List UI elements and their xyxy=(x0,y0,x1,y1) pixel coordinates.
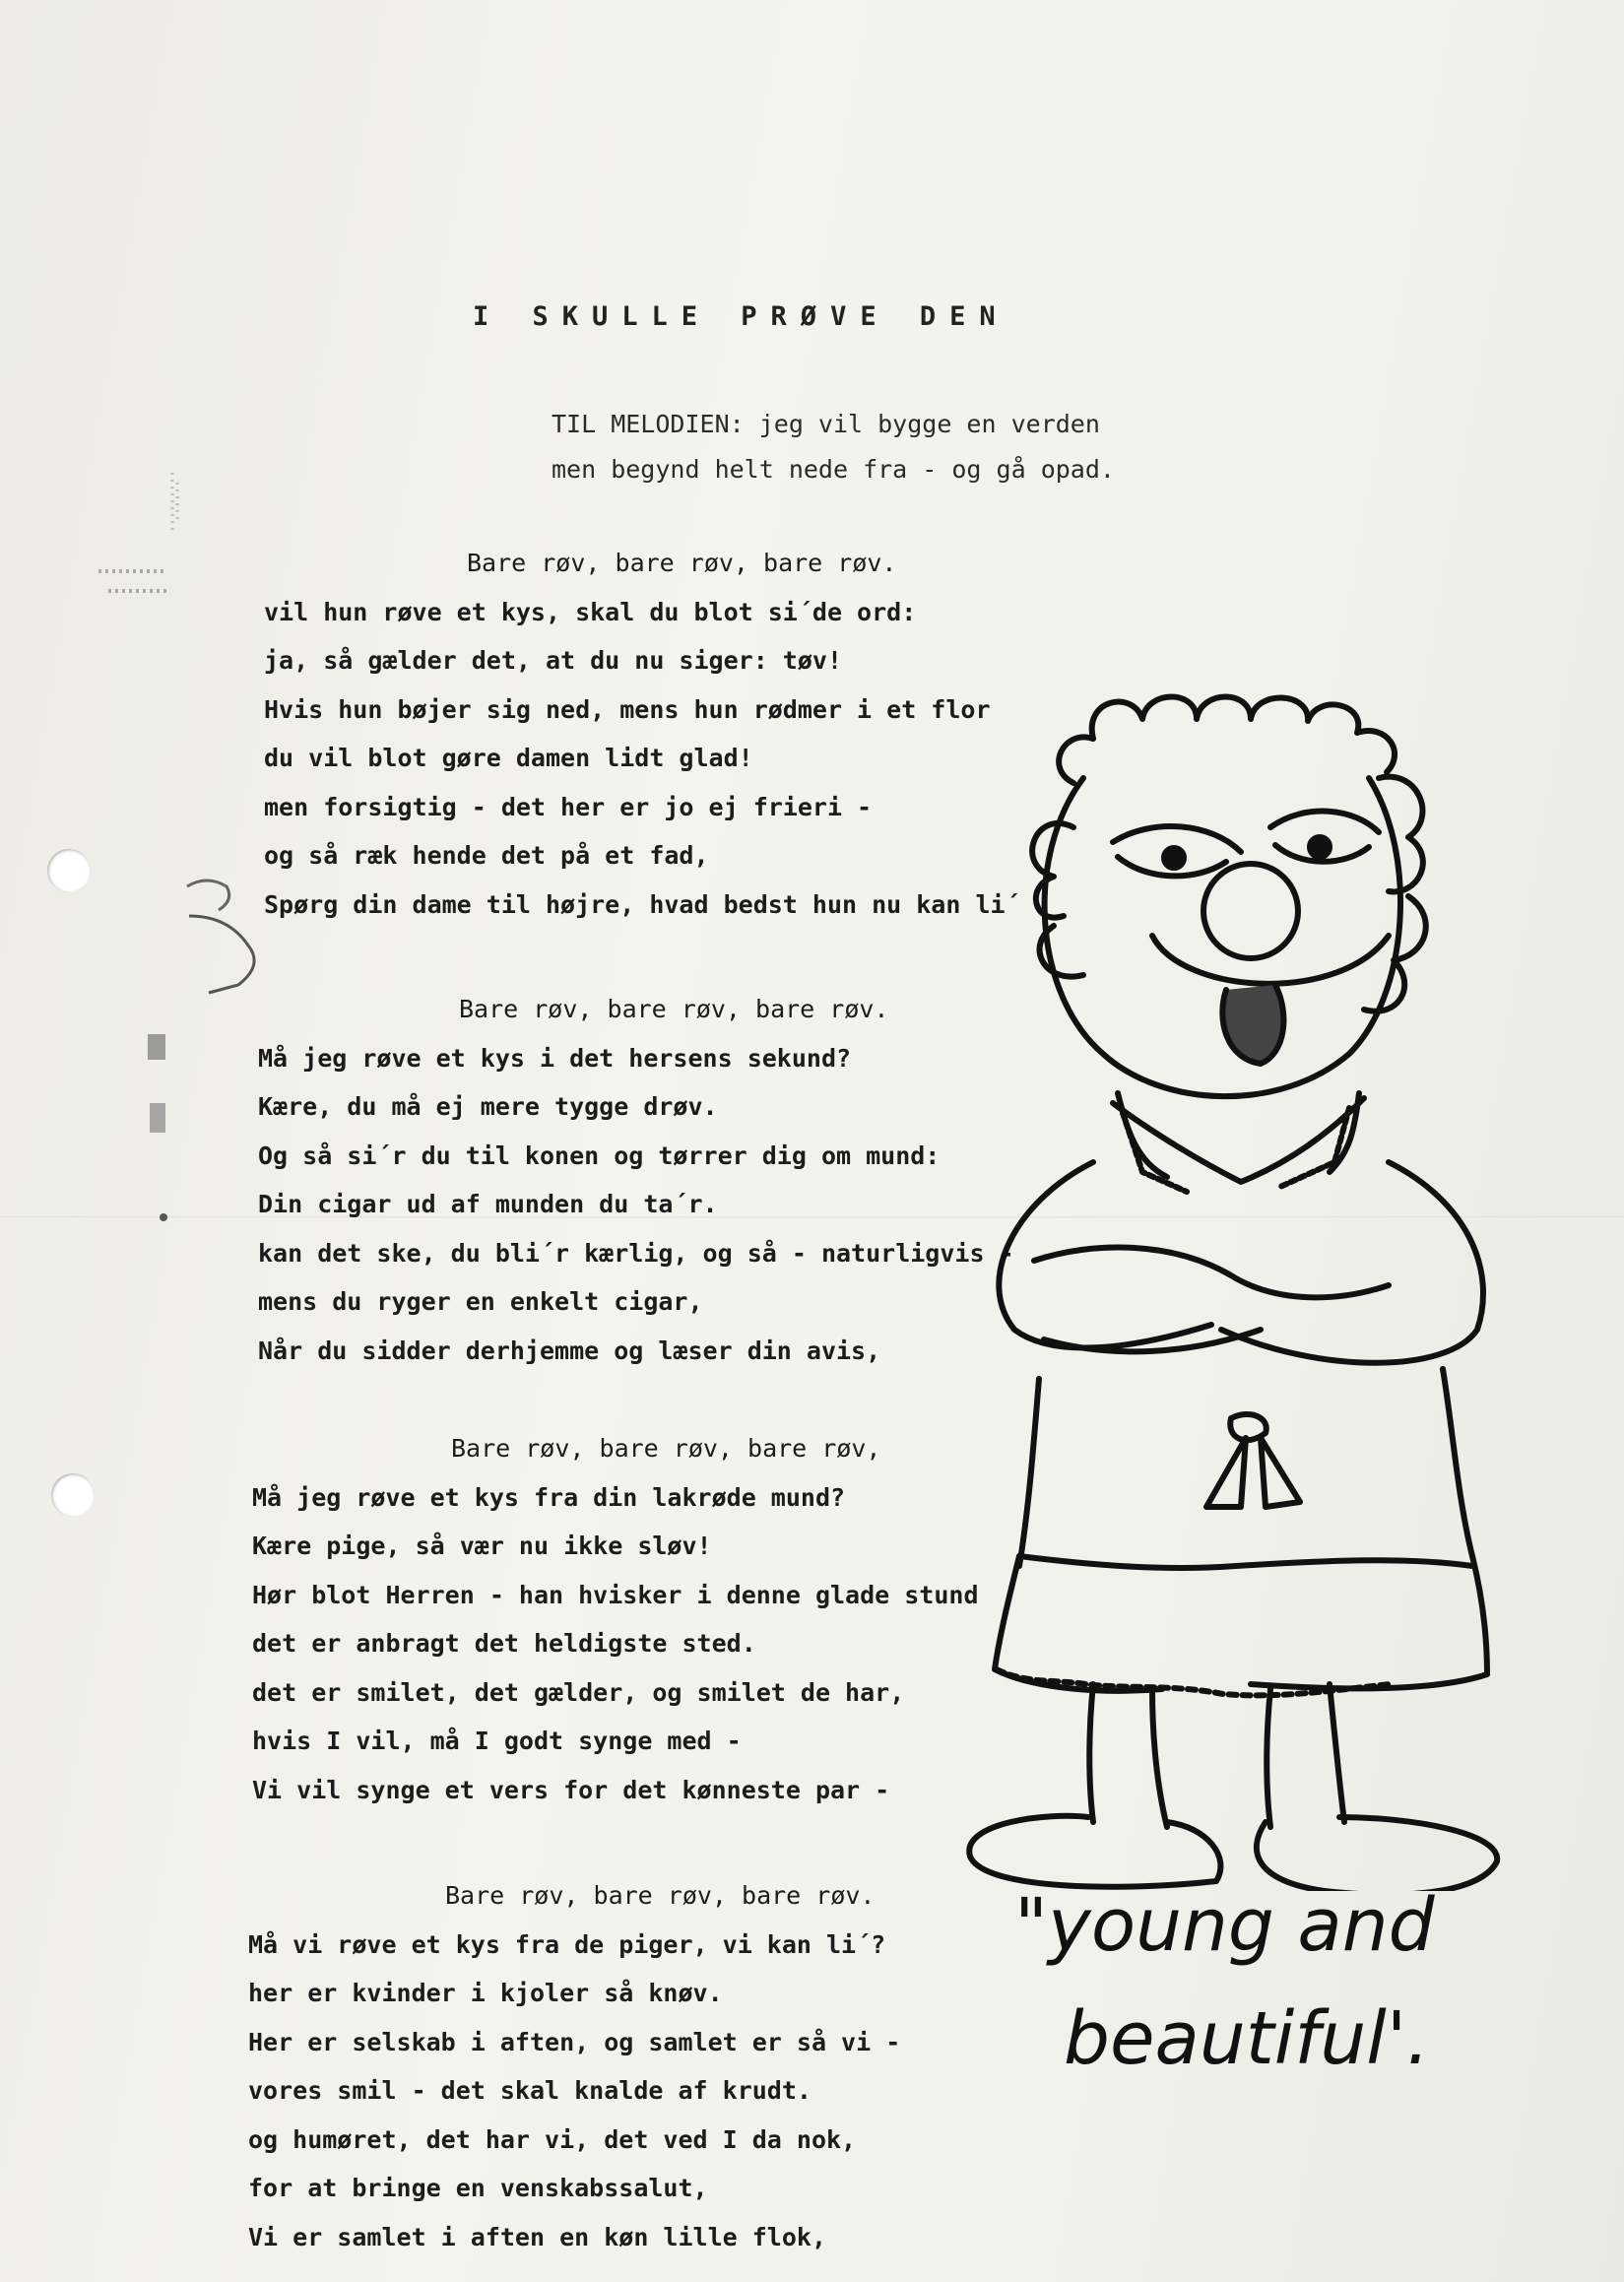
verse-line: og humøret, det har vi, det ved I da nok, xyxy=(248,2124,857,2154)
verse-line: Vi vil synge et vers for det kønneste par - xyxy=(252,1775,890,1804)
verse-line: Spørg din dame til højre, hvad bedst hun nu kan li´ xyxy=(264,889,1020,919)
verse-refrain: Bare røv, bare røv, bare røv. xyxy=(467,549,897,577)
verse-line: Hvis hun bøjer sig ned, mens hun rødmer i et flor xyxy=(264,694,991,724)
verse-refrain: Bare røv, bare røv, bare røv. xyxy=(445,1881,876,1910)
verse-1 xyxy=(264,539,1020,929)
verse-refrain: Bare røv, bare røv, bare røv, xyxy=(451,1434,881,1463)
melody-line: TIL MELODIEN: jeg vil bygge en verden xyxy=(552,410,1100,438)
song-title: I SKULLE PRØVE DEN xyxy=(473,301,1009,332)
verse-line: mens du ryger en enkelt cigar, xyxy=(258,1287,703,1316)
verse-line: Din cigar ud af munden du ta´r. xyxy=(258,1190,718,1218)
punch-hole-bottom xyxy=(51,1473,95,1517)
verse-line: Kære, du må ej mere tygge drøv. xyxy=(258,1092,718,1121)
verse-line: Må jeg røve et kys fra din lakrøde mund? xyxy=(252,1482,846,1512)
caption-handwriting xyxy=(995,1852,1546,2108)
verse-line: her er kvinder i kjoler så knøv. xyxy=(248,1979,723,2007)
verse-line: hvis I vil, må I godt synge med - xyxy=(252,1727,742,1755)
caption-line-1: "young and xyxy=(1014,1883,1435,1968)
verse-line: Kære pige, så vær nu ikke sløv! xyxy=(252,1532,712,1560)
caption-line-2: beautiful'. xyxy=(1064,1996,1430,2081)
verse-line: Og så si´r du til konen og tørrer dig om mund: xyxy=(258,1141,941,1170)
verse-line: ja, så gælder det, at du nu siger: tøv! xyxy=(264,646,842,675)
melody-note xyxy=(552,402,1115,492)
verse-line: Må jeg røve et kys i det hersens sekund? xyxy=(258,1043,852,1073)
verse-line: Hør blot Herren - han hvisker i denne glade stund xyxy=(252,1580,979,1609)
verse-line: kan det ske, du bli´r kærlig, og så - naturligvis - xyxy=(258,1238,1014,1268)
verse-refrain: Bare røv, bare røv, bare røv. xyxy=(459,995,889,1023)
verse-2 xyxy=(258,985,1014,1375)
verse-line: Her er selskab i aften, og samlet er så vi - xyxy=(248,2027,901,2056)
verse-line: du vil blot gøre damen lidt glad! xyxy=(264,744,753,772)
verse-line: men forsigtig - det her er jo ej frieri - xyxy=(264,792,873,821)
verse-line: det er anbragt det heldigste sted. xyxy=(252,1629,756,1658)
verse-line: Må vi røve et kys fra de piger, vi kan li´? xyxy=(248,1929,886,1959)
verse-line: vil hun røve et kys, skal du blot si´de ord: xyxy=(264,597,917,626)
melody-line: men begynd helt nede fra - og gå opad. xyxy=(552,455,1115,484)
verse-4 xyxy=(248,1871,900,2261)
verse-line: vores smil - det skal knalde af krudt. xyxy=(248,2076,812,2105)
verse-line: og så ræk hende det på et fad, xyxy=(264,841,709,870)
verse-line: det er smilet, det gælder, og smilet de har, xyxy=(252,1677,905,1707)
cartoon-woman-illustration xyxy=(945,670,1517,1891)
verse-3 xyxy=(252,1424,979,1814)
verse-line: Vi er samlet i aften en køn lille flok, xyxy=(248,2222,826,2251)
verse-line: for at bringe en venskabssalut, xyxy=(248,2174,708,2202)
verse-line: Når du sidder derhjemme og læser din avis, xyxy=(258,1336,881,1365)
